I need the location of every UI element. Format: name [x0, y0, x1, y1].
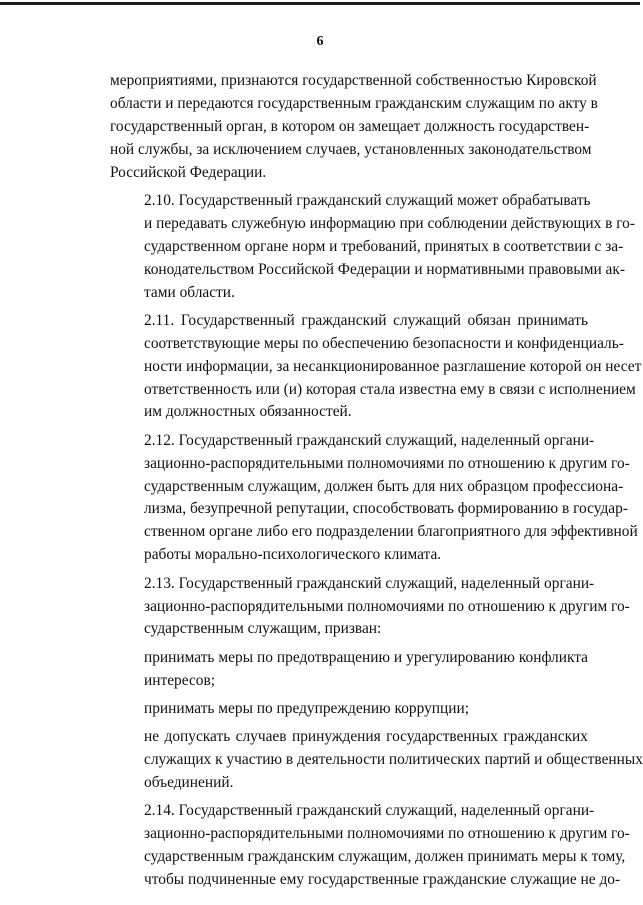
- text-line: работы морально-психологического климата.: [144, 546, 442, 564]
- text-line: зационно-распорядительными полномочиями по отношению к другим го-: [144, 454, 630, 472]
- paragraph-2-13-item-corruption: [110, 698, 588, 721]
- text-line: ственном органе либо его подразделении благоприятного для эффективной: [144, 523, 638, 541]
- text-line: чтобы подчиненные ему государственные гражданские служащие не до-: [144, 871, 621, 889]
- text-line: сударственном органе норм и требований, принятых в соответствии с за-: [144, 237, 624, 255]
- text-line: объединений.: [144, 774, 234, 792]
- text-line: 2.13. Государственный гражданский служащий, наделенный органи-: [144, 574, 595, 592]
- paragraph-2-13: [110, 573, 630, 642]
- paragraph-2-13-item-parties: [110, 726, 643, 795]
- paragraph-2-12: [110, 430, 638, 567]
- text-line: не допускать случаев принуждения государственных гражданских: [144, 728, 588, 746]
- text-line: 2.12. Государственный гражданский служащий, наделенный органи-: [144, 431, 595, 449]
- text-line: зационно-распорядительными полномочиями по отношению к другим го-: [144, 825, 630, 843]
- page-number: 6: [316, 34, 324, 49]
- text-line: ной службы, за исключением случаев, установленных законодательством: [110, 140, 592, 158]
- text-line: и передавать служебную информацию при соблюдении действующих в го-: [144, 214, 635, 232]
- text-line: служащих к участию в деятельности политических партий и общественных: [144, 751, 643, 769]
- document-body: [110, 70, 643, 897]
- text-line: 2.14. Государственный гражданский служащий, наделенный органи-: [144, 802, 595, 820]
- text-line: интересов;: [144, 671, 216, 689]
- text-line: ответственность или (и) которая стала известна ему в связи с исполнением: [144, 380, 636, 398]
- text-line: конодательством Российской Федерации и нормативными правовыми ак-: [144, 260, 625, 278]
- text-line: принимать меры по предупреждению коррупции;: [144, 699, 469, 717]
- text-line: 2.11. Государственный гражданский служащий обязан принимать: [144, 311, 588, 329]
- text-line: соответствующие меры по обеспечению безопасности и конфиденциаль-: [144, 334, 624, 352]
- text-line: лизма, безупречной репутации, способствовать формированию в государ-: [144, 500, 628, 518]
- text-line: государственный орган, в котором он замещает должность государствен-: [110, 117, 590, 135]
- text-line: ности информации, за несанкционированное разглашение которой он несет: [144, 357, 642, 375]
- paragraph-2-11: [110, 310, 642, 425]
- text-line: сударственным служащим, призван:: [144, 620, 382, 638]
- text-line: зационно-распорядительными полномочиями по отношению к другим го-: [144, 597, 630, 615]
- paragraph-2-14: [110, 800, 630, 892]
- text-line: принимать меры по предотвращению и урегулированию конфликта: [144, 648, 588, 666]
- text-line: области и передаются государственным гражданским служащим по акту в: [110, 94, 598, 112]
- text-line: сударственным гражданским служащим, должен принимать меры к тому,: [144, 848, 626, 866]
- text-line: сударственным служащим, должен быть для них образцом профессиона-: [144, 477, 624, 495]
- text-line: 2.10. Государственный гражданский служащий может обрабатывать: [144, 191, 591, 209]
- text-line: мероприятиями, признаются государственной собственностью Кировской: [110, 72, 597, 89]
- paragraph-continuation: [110, 70, 598, 185]
- top-border-rule: [0, 2, 640, 5]
- paragraph-2-13-item-conflict: [110, 647, 588, 693]
- text-line: им должностных обязанностей.: [144, 403, 352, 421]
- text-line: Российской Федерации.: [110, 163, 267, 181]
- paragraph-2-10: [110, 190, 635, 305]
- text-line: тами области.: [144, 283, 235, 301]
